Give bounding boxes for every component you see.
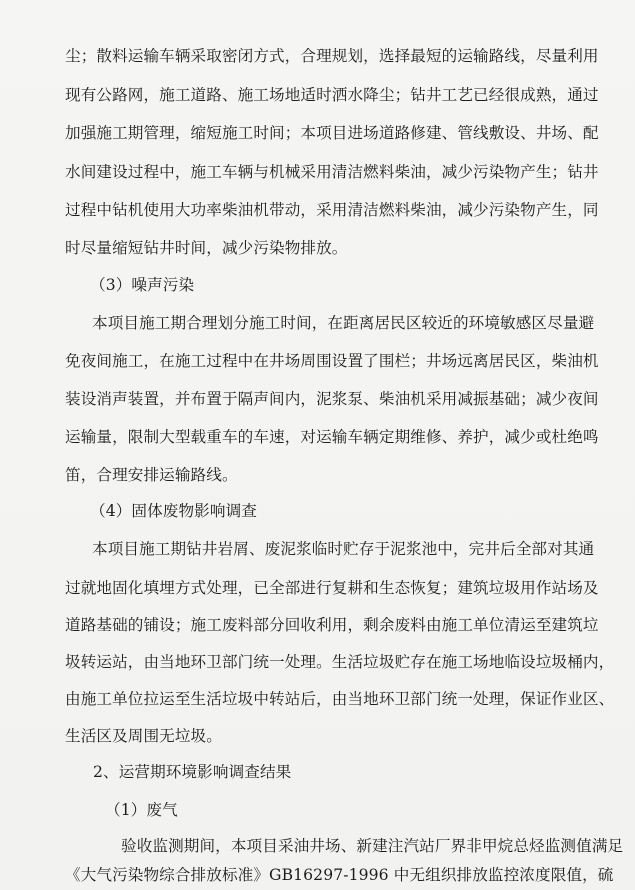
section-heading-solid-waste: （4）固体废物影响调查	[90, 502, 257, 520]
text-line-6: 时尽量缩短钻井时间，减少污染物排放。	[65, 239, 348, 257]
text-line-18: 由施工单位拉运至生活垃圾中转站后，由当地环卫部门统一处理，保证作业区、	[65, 690, 615, 708]
text-line-19: 生活区及周围无垃圾。	[65, 727, 222, 745]
text-line-14: 本项目施工期钻井岩屑、废泥浆临时贮存于泥浆池中，完井后全部对其通	[92, 540, 595, 558]
section-heading-waste-gas: （1）废气	[105, 801, 178, 819]
text-line-2: 现有公路网，施工道路、施工场地适时洒水降尘；钻井工艺已经很成熟，通过	[65, 86, 599, 104]
text-line-3: 加强施工期管理，缩短施工时间；本项目进场道路修建、管线敷设、井场、配	[65, 124, 599, 142]
section-heading-noise: （3）噪声污染	[90, 276, 195, 294]
text-line-8: 本项目施工期合理划分施工时间，在距离居民区较近的环境敏感区尽量避	[92, 314, 595, 332]
text-line-1: 尘；散料运输车辆采取密闭方式，合理规划，选择最短的运输路线，尽量利用	[65, 47, 599, 65]
text-line-11: 运输量，限制大型载重车的车速，对运输车辆定期维修、养护，减少或杜绝鸣	[65, 428, 599, 446]
section-heading-operations: 2、运营期环境影响调查结果	[93, 763, 292, 781]
text-line-17: 圾转运站，由当地环卫部门统一处理。生活垃圾贮存在施工场地临设垃圾桶内，	[65, 653, 615, 671]
text-line-12: 笛，合理安排运输路线。	[65, 466, 238, 484]
text-line-16: 道路基础的铺设；施工废料部分回收利用，剩余废料由施工单位清运至建筑垃	[65, 616, 599, 634]
text-line-10: 装设消声装置，并布置于隔声间内，泥浆泵、柴油机采用减振基础；减少夜间	[65, 390, 599, 408]
text-line-23: 《大气污染物综合排放标准》GB16297-1996 中无组织排放监控浓度限值，硫	[65, 866, 614, 884]
text-line-22: 验收监测期间，本项目采油井场、新建注汽站厂界非甲烷总烃监测值满足	[121, 837, 624, 855]
text-line-9: 免夜间施工，在施工过程中在井场周围设置了围栏；井场远离居民区，柴油机	[65, 352, 599, 370]
text-line-5: 过程中钻机使用大功率柴油机带动，采用清洁燃料柴油，减少污染物产生，同	[65, 201, 599, 219]
text-line-15: 过就地固化填埋方式处理，已全部进行复耕和生态恢复；建筑垃圾用作站场及	[65, 579, 599, 597]
text-line-4: 水间建设过程中，施工车辆与机械采用清洁燃料柴油，减少污染物产生；钻井	[65, 163, 599, 181]
